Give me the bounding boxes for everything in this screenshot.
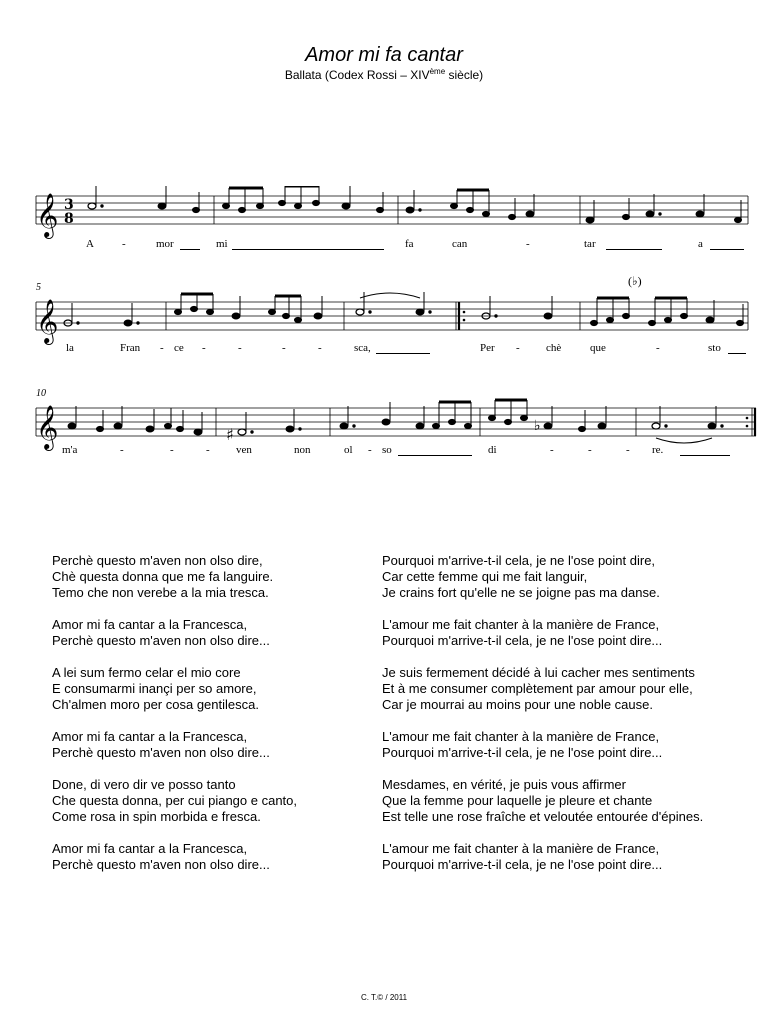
subtitle-superscript: ème — [429, 67, 446, 76]
verse-row — [52, 841, 752, 873]
lyric-syllable: la — [66, 342, 74, 354]
lyric-syllable: que — [590, 342, 606, 354]
lyric-syllable: - — [516, 342, 520, 354]
lyric-extender — [232, 249, 384, 250]
lyric-syllable: re. — [652, 444, 664, 456]
lyric-extender — [398, 455, 472, 456]
lyric-extender — [606, 249, 662, 250]
lyric-extender — [710, 249, 744, 250]
notes-system-1 — [88, 186, 742, 223]
verse-italian: Perchè questo m'aven non olso dire, Chè questa donna que me fa languire. Temo che non verebe a la mia tresca. — [52, 553, 274, 600]
treble-clef-icon: 𝄞 — [36, 193, 59, 237]
time-signature-top: 3 — [64, 197, 74, 213]
treble-clef-icon: 𝄞 — [36, 299, 59, 343]
lyric-syllable: - — [656, 342, 660, 354]
page-title: Amor mi fa cantar — [305, 44, 463, 66]
ficta-accidental: (♭) — [628, 274, 642, 288]
verse-italian: Done, di vero dir ve posso tanto Che questa donna, per cui piango e canto, Come rosa in spin morbida e fresca. — [52, 777, 298, 824]
measure-number: 10 — [36, 388, 46, 399]
lyric-syllable: - — [170, 444, 174, 456]
lyric-syllable: di — [488, 444, 497, 456]
staff-system-1 — [0, 186, 768, 266]
lyric-syllable: can — [452, 238, 468, 250]
lyric-syllable: - — [368, 444, 372, 456]
lyric-syllable: - — [588, 444, 592, 456]
music-staff-1 — [0, 186, 768, 246]
page-subtitle — [0, 68, 768, 82]
lyric-syllable: - — [202, 342, 206, 354]
lyric-syllable: - — [626, 444, 630, 456]
lyric-syllable: ol — [344, 444, 353, 456]
lyric-syllable: so — [382, 444, 392, 456]
verse-french: L'amour me fait chanter à la manière de France, Pourquoi m'arrive-t-il cela, je ne l'ose point dire... — [382, 729, 663, 760]
svg-text:♯: ♯ — [226, 425, 234, 444]
verse-french: Pourquoi m'arrive-t-il cela, je ne l'ose point dire, Car cette femme qui me fait languir, Je crains fort qu'elle ne se joigne pas ma danse. — [382, 553, 660, 600]
lyric-syllable: - — [318, 342, 322, 354]
lyric-syllable: sca, — [354, 342, 371, 354]
lyric-syllable: m'a — [62, 444, 78, 456]
lyric-syllable: tar — [584, 238, 596, 250]
lyric-syllable: - — [122, 238, 126, 250]
svg-text:♭: ♭ — [534, 418, 541, 434]
lyric-syllable: - — [526, 238, 530, 250]
verses-table — [52, 553, 752, 889]
measure-number: 5 — [36, 282, 41, 293]
lyric-syllable: sto — [708, 342, 721, 354]
lyric-syllable: mor — [156, 238, 174, 250]
treble-clef-icon: 𝄞 — [36, 405, 59, 449]
time-signature-bottom: 8 — [64, 211, 74, 227]
lyric-syllable: non — [294, 444, 311, 456]
verse-italian: Amor mi fa cantar a la Francesca, Perchè questo m'aven non olso dire... — [52, 841, 270, 872]
lyric-syllable: fa — [405, 238, 414, 250]
lyric-syllable: A — [86, 238, 94, 250]
lyric-syllable: - — [238, 342, 242, 354]
subtitle-main: Ballata (Codex Rossi – XIV — [284, 68, 430, 82]
lyric-syllable: - — [550, 444, 554, 456]
verse-french: L'amour me fait chanter à la manière de France, Pourquoi m'arrive-t-il cela, je ne l'ose point dire... — [382, 841, 663, 872]
staff-system-3 — [0, 388, 768, 468]
verse-french: Mesdames, en vérité, je puis vous affirmer Que la femme pour laquelle je pleure et chante Est telle une rose fraîche et veloutée entourée d'épines. — [382, 777, 704, 824]
lyric-syllable: ce — [174, 342, 184, 354]
verse-french: L'amour me fait chanter à la manière de France, Pourquoi m'arrive-t-il cela, je ne l'ose point dire... — [382, 617, 663, 648]
lyric-syllable: - — [206, 444, 210, 456]
subtitle-end: siècle) — [445, 68, 484, 82]
verse-italian: Amor mi fa cantar a la Francesca, Perchè questo m'aven non olso dire... — [52, 729, 270, 760]
lyric-extender — [728, 353, 746, 354]
lyric-syllable: - — [282, 342, 286, 354]
verse-row — [52, 665, 752, 713]
verse-row — [52, 617, 752, 649]
verse-row — [52, 777, 752, 825]
lyric-syllable: chè — [546, 342, 562, 354]
copyright-notice: C. T.© / 2011 — [360, 993, 408, 1002]
lyric-syllable: Per — [480, 342, 495, 354]
lyric-syllable: ven — [236, 444, 252, 456]
verse-french: Je suis fermement décidé à lui cacher mes sentiments Et à me consumer complètement par amour pour elle, Car je mourrai au moins pour une noble cause. — [382, 665, 695, 712]
staff-system-2 — [0, 274, 768, 362]
lyric-extender — [180, 249, 200, 250]
verse-row — [52, 553, 752, 601]
verse-italian: Amor mi fa cantar a la Francesca, Perchè questo m'aven non olso dire... — [52, 617, 270, 648]
lyric-syllable: Fran — [120, 342, 141, 354]
lyric-syllable: mi — [216, 238, 228, 250]
lyric-syllable: - — [120, 444, 124, 456]
verse-row — [52, 729, 752, 761]
lyric-syllable: a — [698, 238, 703, 250]
verse-italian: A lei sum fermo celar el mio core E consumarmi inançi per so amore, Ch'almen moro per cosa gentilesca. — [52, 665, 259, 712]
lyric-extender — [680, 455, 730, 456]
lyric-syllable: - — [160, 342, 164, 354]
music-staff-2 — [0, 292, 768, 352]
lyric-extender — [376, 353, 430, 354]
